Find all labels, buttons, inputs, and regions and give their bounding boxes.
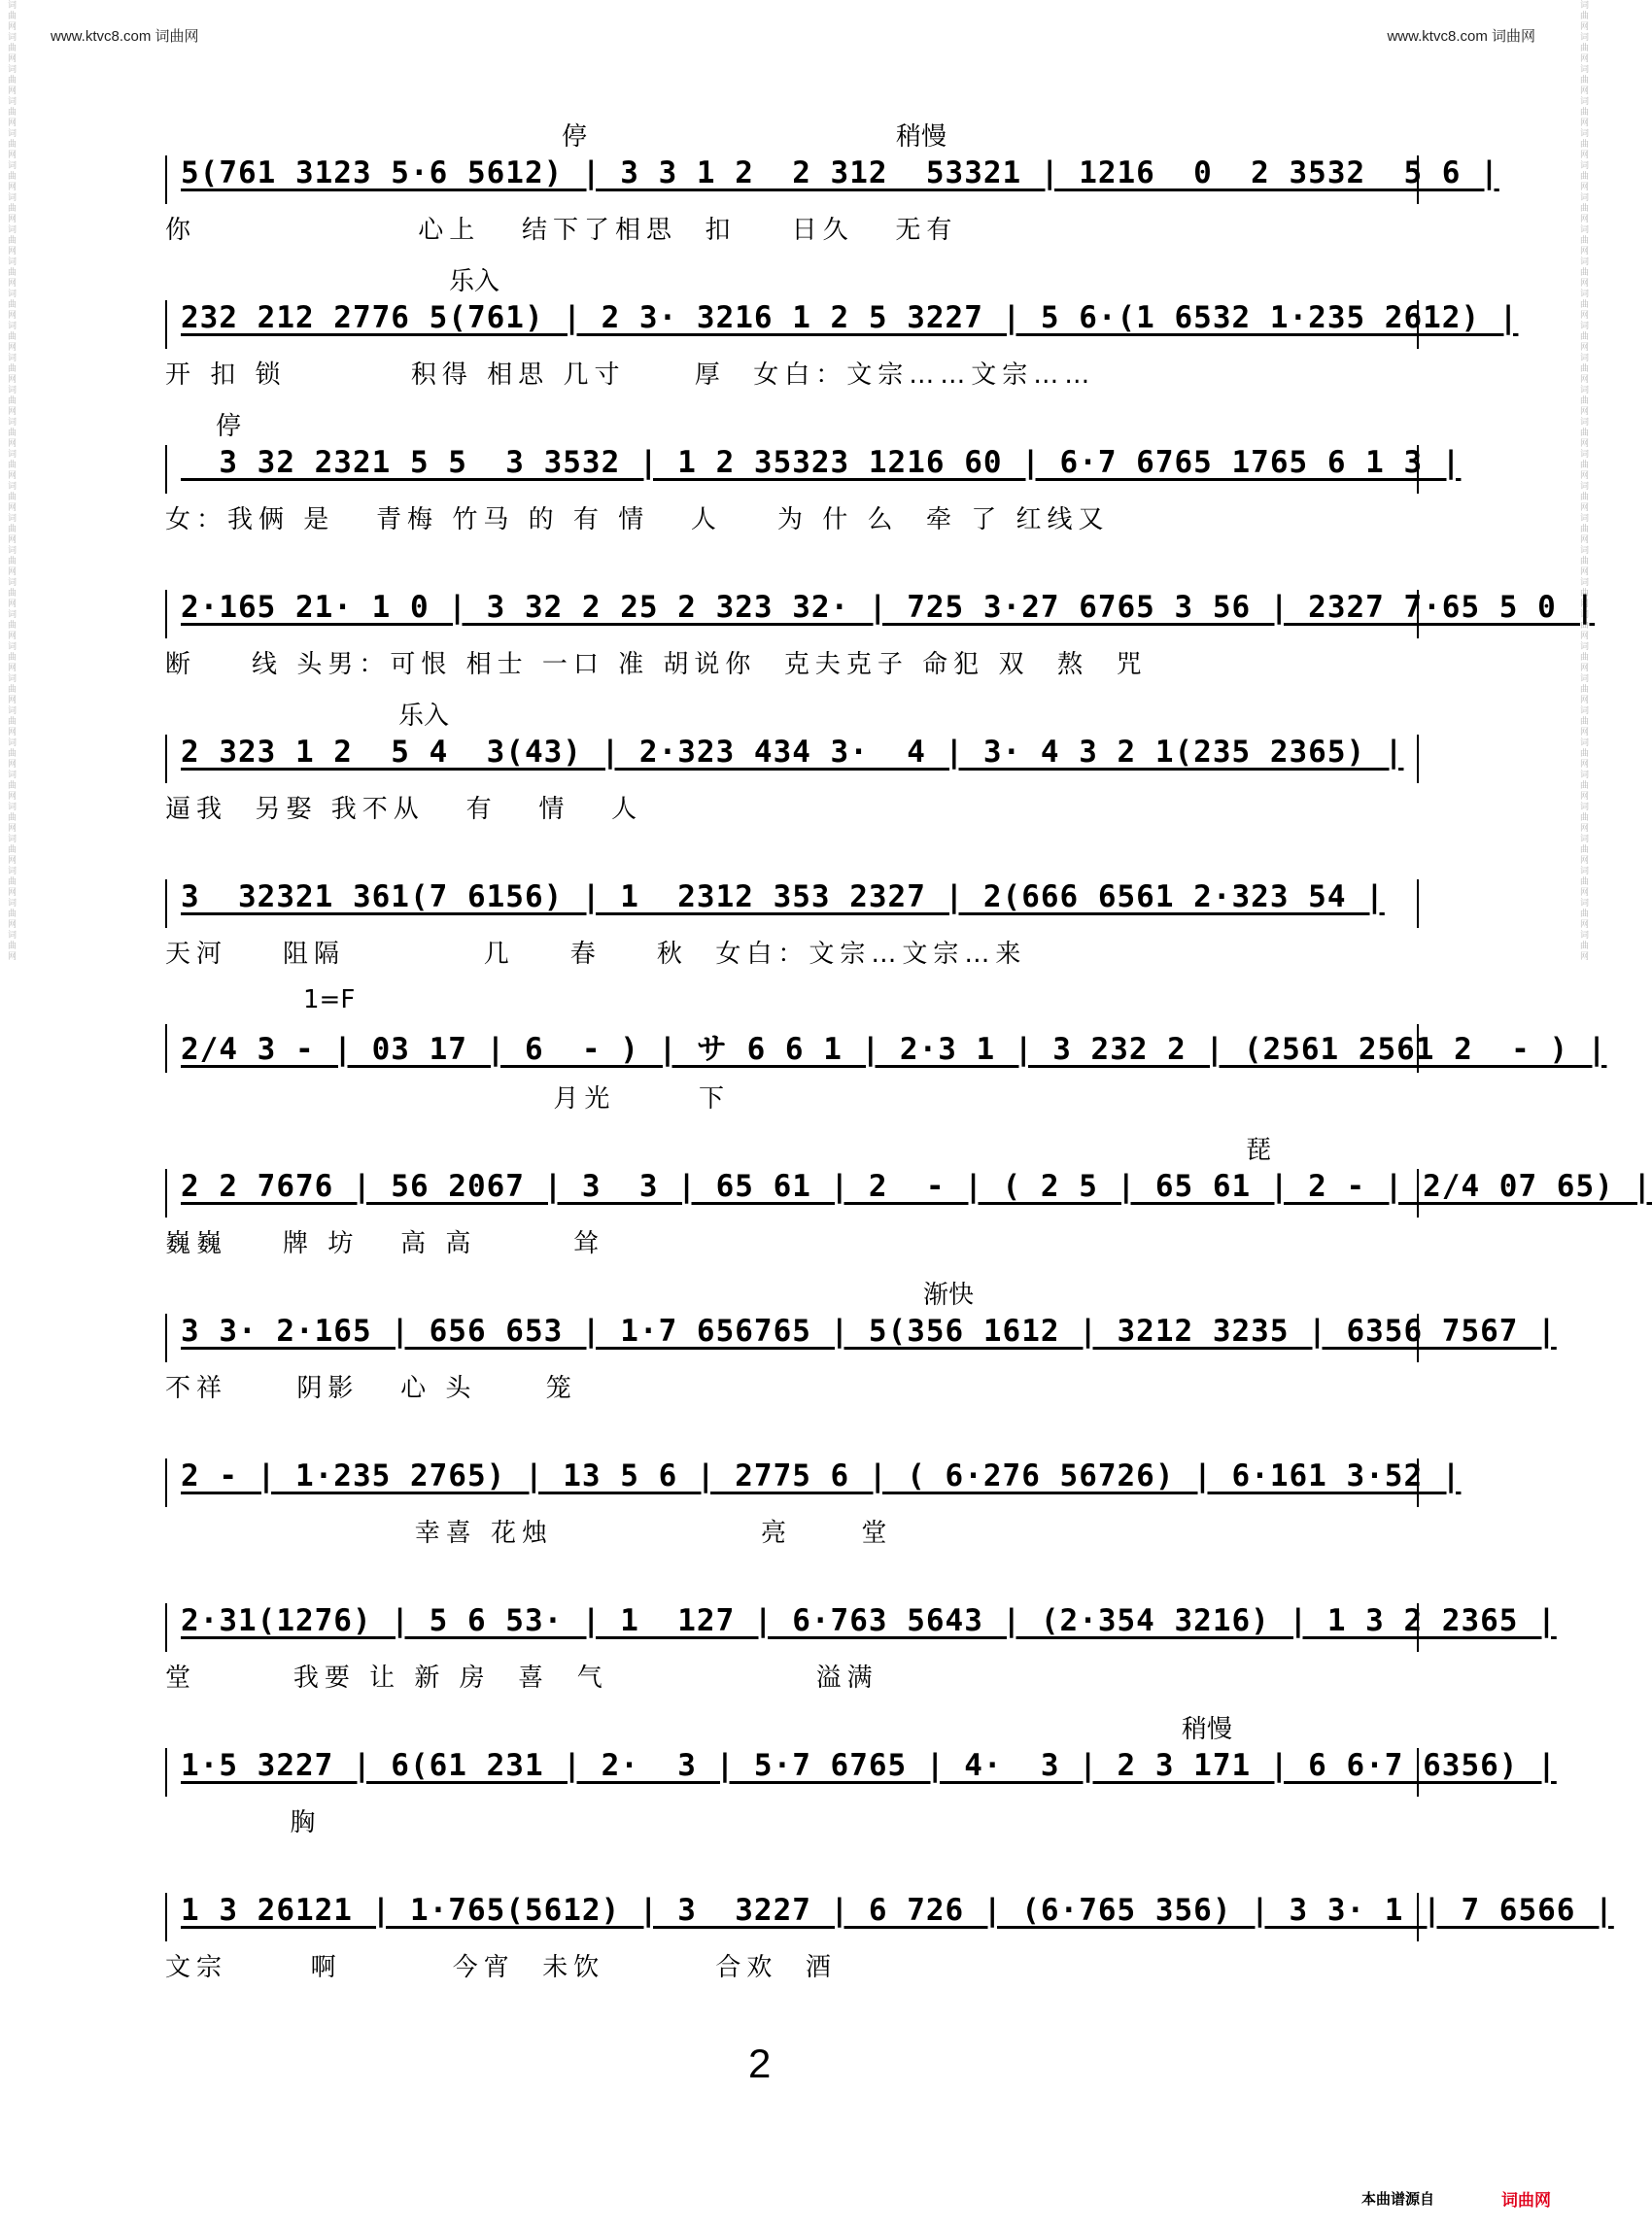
annotation-line bbox=[165, 1420, 1428, 1453]
notation-line: 3 3· 2·165 | 656 653 | 1·7 656765 | 5(356 1612 | 3212 3235 | 6356 7567 | bbox=[165, 1314, 1419, 1362]
notation-line: 3 32321 361(7 6156) | 1 2312 353 2327 | 2(666 6561 2·323 54 | bbox=[165, 879, 1419, 928]
tempo-mark: 渐快 bbox=[923, 1281, 975, 1310]
site-header-left: www.ktvc8.com 词曲网 bbox=[51, 28, 199, 45]
notation-line: 2 - | 1·235 2765) | 13 5 6 | 2775 6 | ( 6·276 56726) | 6·161 3·52 | bbox=[165, 1458, 1419, 1507]
notation-line: 3 32 2321 5 5 3 3532 | 1 2 35323 1216 60 | 6·7 6765 1765 6 1 3 | bbox=[165, 445, 1419, 494]
notation-line: 2/4 3 - | 03 17 | 6 - ) | サ 6 6 1 | 2·3 1 | 3 232 2 | (2561 2561 2 - ) | bbox=[165, 1024, 1419, 1073]
key-signature: 1=F bbox=[303, 985, 356, 1014]
lyrics-line: 幸喜 花烛 亮 堂 bbox=[165, 1519, 893, 1548]
left-margin-watermark: 词曲网词曲网词曲网词曲网词曲网词曲网词曲网词曲网词曲网词曲网词曲网词曲网词曲网词曲网词曲网词曲网词曲网词曲网词曲网词曲网词曲网词曲网词曲网词曲网词曲网词曲网词曲网词曲网词曲网词曲网 bbox=[6, 0, 16, 962]
lyrics-line: 开 扣 锁 积得 相思 几寸 厚 女白：文宗……文宗…… bbox=[165, 360, 1096, 390]
annotation-line bbox=[165, 1854, 1428, 1887]
annotation-line bbox=[165, 696, 1428, 729]
annotation-line bbox=[165, 841, 1428, 874]
lyrics-line: 巍巍 牌 坊 高 高 耸 bbox=[165, 1229, 605, 1258]
annotation-line bbox=[165, 985, 1428, 1018]
score-system bbox=[165, 1130, 1652, 1258]
annotation-line bbox=[165, 1130, 1428, 1163]
instrument-mark: 琵 bbox=[1246, 1136, 1272, 1165]
score-system bbox=[165, 406, 1462, 534]
score-system bbox=[165, 117, 1499, 245]
annotation-line bbox=[165, 117, 1428, 150]
tempo-mark: 稍慢 bbox=[896, 122, 947, 152]
score-system bbox=[165, 841, 1428, 969]
annotation-line bbox=[165, 1709, 1428, 1742]
notation-line: 232 212 2776 5(761) | 2 3· 3216 1 2 5 3227 | 5 6·(1 6532 1·235 2612) | bbox=[165, 300, 1419, 349]
annotation-line bbox=[165, 261, 1428, 294]
lyrics-line: 逼我 另娶 我不从 有 情 人 bbox=[165, 795, 643, 824]
notation-line: 1·5 3227 | 6(61 231 | 2· 3 | 5·7 6765 | 4· 3 | 2 3 171 | 6 6·7 6356) | bbox=[165, 1748, 1419, 1797]
tempo-mark: 乐入 bbox=[449, 267, 500, 296]
notation-line: 5(761 3123 5·6 5612) | 3 3 1 2 2 312 53321 | 1216 0 2 3532 5 6 | bbox=[165, 155, 1419, 204]
score-system bbox=[165, 1854, 1614, 1982]
site-header-right: www.ktvc8.com 词曲网 bbox=[1387, 28, 1535, 45]
score-system bbox=[165, 985, 1607, 1114]
tempo-mark: 稍慢 bbox=[1182, 1715, 1233, 1744]
lyrics-line: 文宗 啊 今宵 未饮 合欢 酒 bbox=[165, 1953, 837, 1982]
score-system bbox=[165, 261, 1519, 390]
lyrics-line: 不祥 阴影 心 头 笼 bbox=[165, 1374, 577, 1403]
score-system bbox=[165, 1275, 1557, 1403]
brand-logo: 词曲网 bbox=[1501, 2191, 1551, 2211]
score-system bbox=[165, 1420, 1462, 1548]
lyrics-line: 月光 下 bbox=[165, 1084, 730, 1114]
score-system bbox=[165, 696, 1428, 824]
notation-line: 1 3 26121 | 1·765(5612) | 3 3227 | 6 726 | (6·765 356) | 3 3· 1 | 7 6566 | bbox=[165, 1893, 1419, 1941]
annotation-line bbox=[165, 1275, 1428, 1308]
tempo-mark: 停 bbox=[216, 412, 242, 441]
lyrics-line: 胸 bbox=[165, 1808, 322, 1837]
lyrics-line: 断 线 头男：可恨 相士 一口 准 胡说你 克夫克子 命犯 双 熬 咒 bbox=[165, 650, 1148, 679]
score-system bbox=[165, 1564, 1557, 1693]
annotation-line bbox=[165, 1564, 1428, 1597]
lyrics-line: 堂 我要 让 新 房 喜 气 溢满 bbox=[165, 1664, 878, 1693]
right-margin-watermark: 词曲网词曲网词曲网词曲网词曲网词曲网词曲网词曲网词曲网词曲网词曲网词曲网词曲网词曲网词曲网词曲网词曲网词曲网词曲网词曲网词曲网词曲网词曲网词曲网词曲网词曲网词曲网词曲网词曲网词曲网 bbox=[1578, 0, 1588, 962]
tempo-mark: 停 bbox=[562, 122, 588, 152]
notation-line: 2·165 21· 1 0 | 3 32 2 25 2 323 32· | 725 3·27 6765 3 56 | 2327 7·65 5 0 | bbox=[165, 590, 1419, 638]
page-number: 2 bbox=[748, 2041, 772, 2086]
lyrics-line: 天河 阻隔 几 春 秋 女白：文宗…文宗…来 bbox=[165, 940, 1027, 969]
notation-line: 2 323 1 2 5 4 3(43) | 2·323 434 3· 4 | 3· 4 3 2 1(235 2365) | bbox=[165, 735, 1419, 783]
lyrics-line: 女：我俩 是 青梅 竹马 的 有 情 人 为 什 么 牵 了 红线又 bbox=[165, 505, 1110, 534]
source-note: 本曲谱源自 bbox=[1360, 2190, 1434, 2208]
lyrics-line: 你 心上 结下了相思 扣 日久 无有 bbox=[165, 216, 958, 245]
score-system bbox=[165, 551, 1596, 679]
notation-line: 2 2 7676 | 56 2067 | 3 3 | 65 61 | 2 - | ( 2 5 | 65 61 | 2 - | 2/4 07 65) | bbox=[165, 1169, 1419, 1218]
tempo-mark: 乐入 bbox=[398, 702, 450, 731]
annotation-line bbox=[165, 551, 1428, 584]
annotation-line bbox=[165, 406, 1428, 439]
notation-line: 2·31(1276) | 5 6 53· | 1 127 | 6·763 5643 | (2·354 3216) | 1 3 2 2365 | bbox=[165, 1603, 1419, 1652]
score-system bbox=[165, 1709, 1557, 1837]
